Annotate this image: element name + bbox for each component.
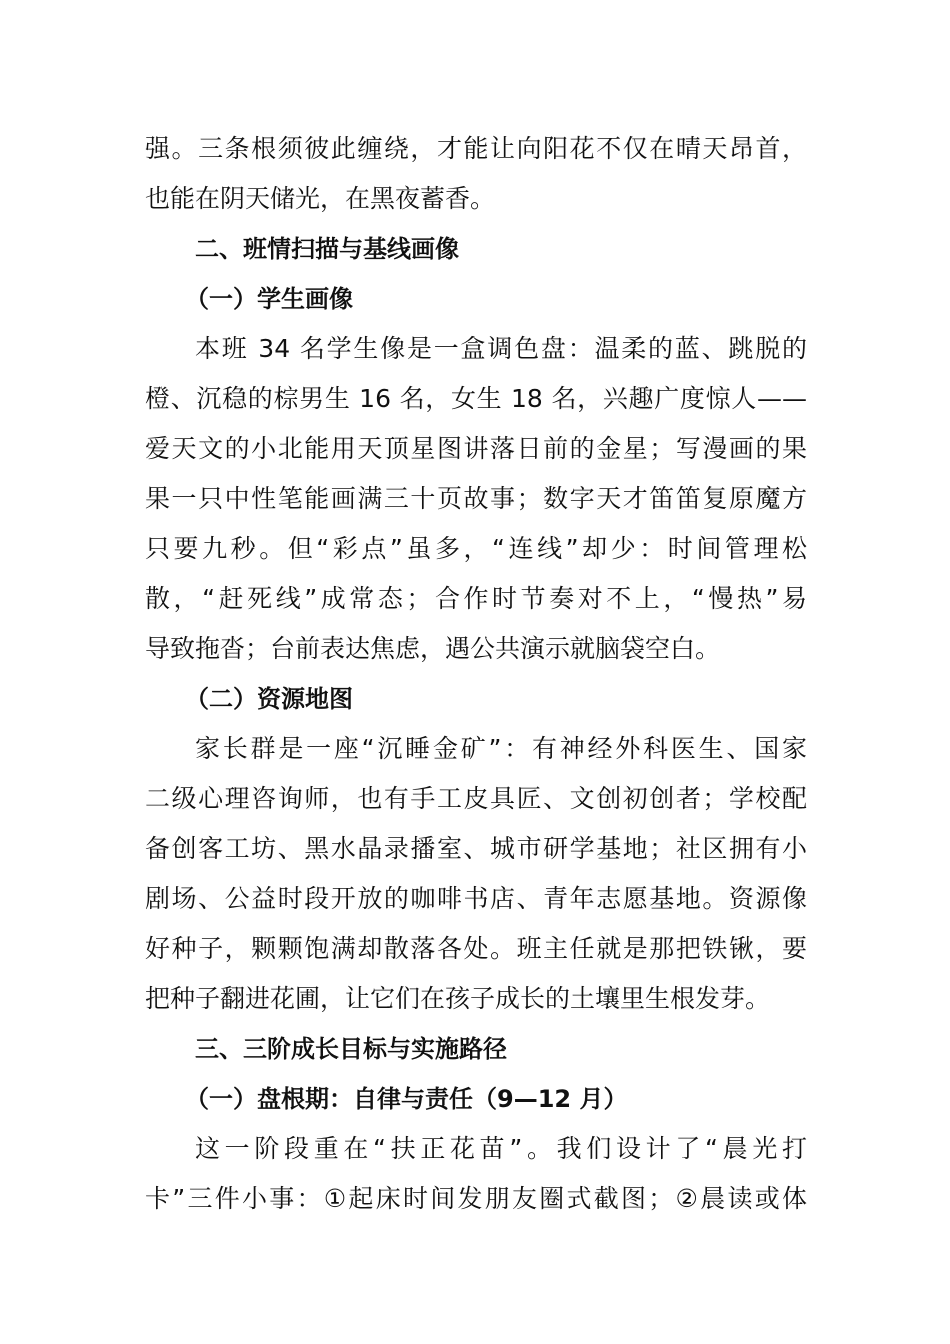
section-heading: （一）学生画像 <box>185 285 353 313</box>
paragraph-line: 橙、沉稳的棕男生 16 名，女生 18 名，兴趣广度惊人—— <box>145 384 807 413</box>
paragraph-line: 果一只中性笔能画满三十页故事；数字天才笛笛复原魔方 <box>145 484 807 513</box>
section-heading: （一）盘根期：自律与责任（9—12 月） <box>185 1085 628 1113</box>
paragraph-line: 把种子翻进花圃，让它们在孩子成长的土壤里生根发芽。 <box>145 984 771 1013</box>
paragraph-line: 也能在阴天储光，在黑夜蓄香。 <box>145 184 496 213</box>
paragraph-line: 本班 34 名学生像是一盒调色盘：温柔的蓝、跳脱的 <box>195 334 807 363</box>
paragraph-line: 剧场、公益时段开放的咖啡书店、青年志愿基地。资源像 <box>145 884 807 913</box>
paragraph-line: 爱天文的小北能用天顶星图讲落日前的金星；写漫画的果 <box>145 434 807 463</box>
section-heading: 二、班情扫描与基线画像 <box>195 235 459 263</box>
paragraph-line: 备创客工坊、黑水晶录播室、城市研学基地；社区拥有小 <box>145 834 807 863</box>
document-body <box>145 124 807 1224</box>
paragraph-line: 卡”三件小事：①起床时间发朋友圈式截图；②晨读或体 <box>145 1184 807 1213</box>
paragraph-line: 散，“赶死线”成常态；合作时节奏对不上，“慢热”易 <box>145 584 807 613</box>
section-heading: （二）资源地图 <box>185 685 353 713</box>
paragraph-line: 导致拖沓；台前表达焦虑，遇公共演示就脑袋空白。 <box>145 634 721 663</box>
paragraph-line: 家长群是一座“沉睡金矿”：有神经外科医生、国家 <box>195 734 807 763</box>
paragraph-line: 好种子，颗颗饱满却散落各处。班主任就是那把铁锹，要 <box>145 934 807 963</box>
paragraph-line: 强。三条根须彼此缠绕，才能让向阳花不仅在晴天昂首， <box>145 134 807 163</box>
section-heading: 三、三阶成长目标与实施路径 <box>195 1035 507 1063</box>
paragraph-line: 只要九秒。但“彩点”虽多，“连线”却少：时间管理松 <box>145 534 807 563</box>
paragraph-line: 二级心理咨询师，也有手工皮具匠、文创初创者；学校配 <box>145 784 807 813</box>
paragraph-line: 这一阶段重在“扶正花苗”。我们设计了“晨光打 <box>195 1134 807 1163</box>
